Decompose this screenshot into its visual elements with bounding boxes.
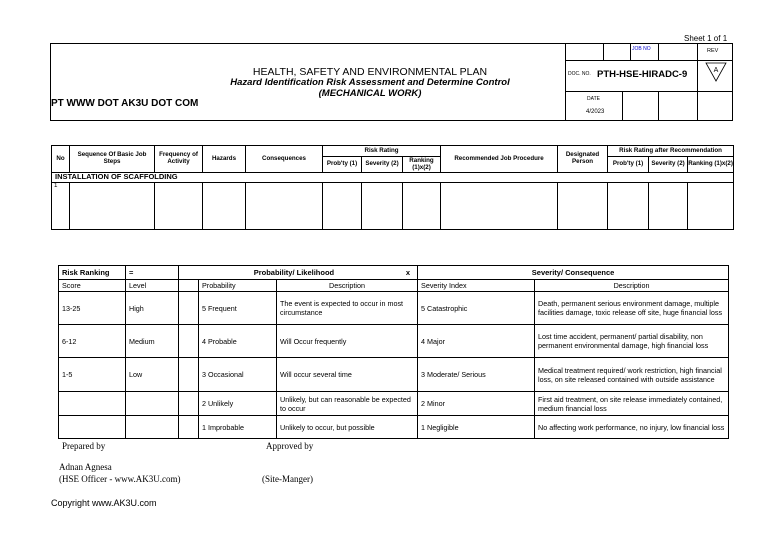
table-row (59, 392, 729, 416)
col-prob-after: Prob'ty (1) (608, 157, 649, 173)
severity-index: 5 Catastrophic (418, 292, 535, 325)
col-after: Risk Rating after Recommendation (608, 146, 734, 157)
severity-index: 4 Major (418, 325, 535, 358)
col-severity-index: Severity Index (418, 280, 535, 292)
prepared-by-label: Prepared by (62, 441, 106, 451)
col-frequency: Frequency of Activity (155, 146, 203, 173)
probability-description: Will Occur frequently (277, 325, 418, 358)
level (126, 392, 179, 416)
col-no: No (52, 146, 70, 173)
level: High (126, 292, 179, 325)
col-severity-after: Severity (2) (649, 157, 688, 173)
score: 1-5 (59, 358, 126, 392)
col-score: Score (59, 280, 126, 292)
rev-label: REV (707, 48, 719, 54)
probability-description: Unlikely to occur, but possible (277, 416, 418, 439)
approver-role: (Site-Manger) (262, 474, 313, 484)
col-ranking-after: Ranking (1)x(2) (688, 157, 734, 173)
date-value: 4/2023 (586, 109, 605, 115)
col-sequence: Sequence Of Basic Job Steps (70, 146, 155, 173)
probability-header (179, 266, 418, 280)
date-label: DATE (587, 96, 600, 102)
probability-description: Will occur several time (277, 358, 418, 392)
probability-description: The event is expected to occur in most circumstance (277, 292, 418, 325)
severity-index: 2 Minor (418, 392, 535, 416)
approved-by-label: Approved by (266, 441, 314, 451)
job-no-label: JOB NO (632, 46, 651, 52)
preparer-role: (HSE Officer - www.AK3U.com) (59, 474, 181, 484)
row-number: 1 (52, 183, 70, 230)
col-description: Description (277, 280, 418, 292)
severity-description: Lost time accident, permanent/ partial disability, non permanent environmental damage, high financial loss (535, 325, 729, 358)
col-prob: Prob'ty (1) (323, 157, 362, 173)
level (126, 416, 179, 439)
doc-subtitle: Hazard Identification Risk Assessment and Determine Control (230, 77, 510, 88)
col-risk-rating: Risk Rating (323, 146, 441, 157)
col-designated: Designated Person (558, 146, 608, 173)
score (59, 392, 126, 416)
table-row (59, 292, 729, 325)
times-sign: x (405, 267, 411, 277)
rev-value: A (713, 67, 719, 74)
probability: 2 Unlikely (199, 392, 277, 416)
risk-ranking-table (58, 265, 729, 439)
doc-no-label: DOC. NO. (568, 71, 591, 77)
severity-description: No affecting work performance, no injury, low financial loss (535, 416, 729, 439)
severity-description: Death, permanent serious environment damage, multiple facilities damage, toxic release off site, huge financial loss (535, 292, 729, 325)
doc-number: PTH-HSE-HIRADC-9 (597, 69, 688, 80)
table-row (59, 416, 729, 439)
score (59, 416, 126, 439)
probability-label: Probability/ Likelihood (253, 267, 335, 277)
section-title: INSTALLATION OF SCAFFOLDING (52, 173, 734, 183)
probability: 1 Improbable (199, 416, 277, 439)
probability: 3 Occasional (199, 358, 277, 392)
severity-description: First aid treatment, on site release immediately contained, medium financial loss (535, 392, 729, 416)
col-severity: Severity (2) (362, 157, 403, 173)
probability: 5 Frequent (199, 292, 277, 325)
sheet-number: Sheet 1 of 1 (684, 34, 728, 43)
doc-title: HEALTH, SAFETY AND ENVIRONMENTAL PLAN (252, 66, 488, 78)
col-ranking: Ranking (1)x(2) (403, 157, 441, 173)
col-recommended: Recommended Job Procedure (441, 146, 558, 173)
level: Medium (126, 325, 179, 358)
col-consequences: Consequences (246, 146, 323, 173)
col-hazards: Hazards (203, 146, 246, 173)
severity-index: 3 Moderate/ Serious (418, 358, 535, 392)
score: 6-12 (59, 325, 126, 358)
copyright: Copyright www.AK3U.com (51, 498, 157, 508)
preparer-name: Adnan Agnesa (59, 462, 112, 472)
table-row (52, 183, 734, 230)
severity-description: Medical treatment required/ work restriction, high financial loss, on site released contained with outside assistance (535, 358, 729, 392)
doc-work-type: (MECHANICAL WORK) (318, 88, 422, 99)
table-row (59, 325, 729, 358)
equals-sign: = (126, 266, 179, 280)
revision-triangle-icon (705, 62, 727, 82)
risk-ranking-label: Risk Ranking (59, 266, 126, 280)
level: Low (126, 358, 179, 392)
table-row (59, 358, 729, 392)
probability: 4 Probable (199, 325, 277, 358)
company-name: PT WWW DOT AK3U DOT COM (51, 98, 199, 109)
severity-label: Severity/ Consequence (418, 266, 729, 280)
probability-description: Unlikely, but can reasonable be expected to occur (277, 392, 418, 416)
severity-index: 1 Negligible (418, 416, 535, 439)
hiradc-table (51, 145, 734, 230)
score: 13-25 (59, 292, 126, 325)
col-level: Level (126, 280, 179, 292)
col-probability: Probability (199, 280, 277, 292)
col-severity-description: Description (535, 280, 729, 292)
